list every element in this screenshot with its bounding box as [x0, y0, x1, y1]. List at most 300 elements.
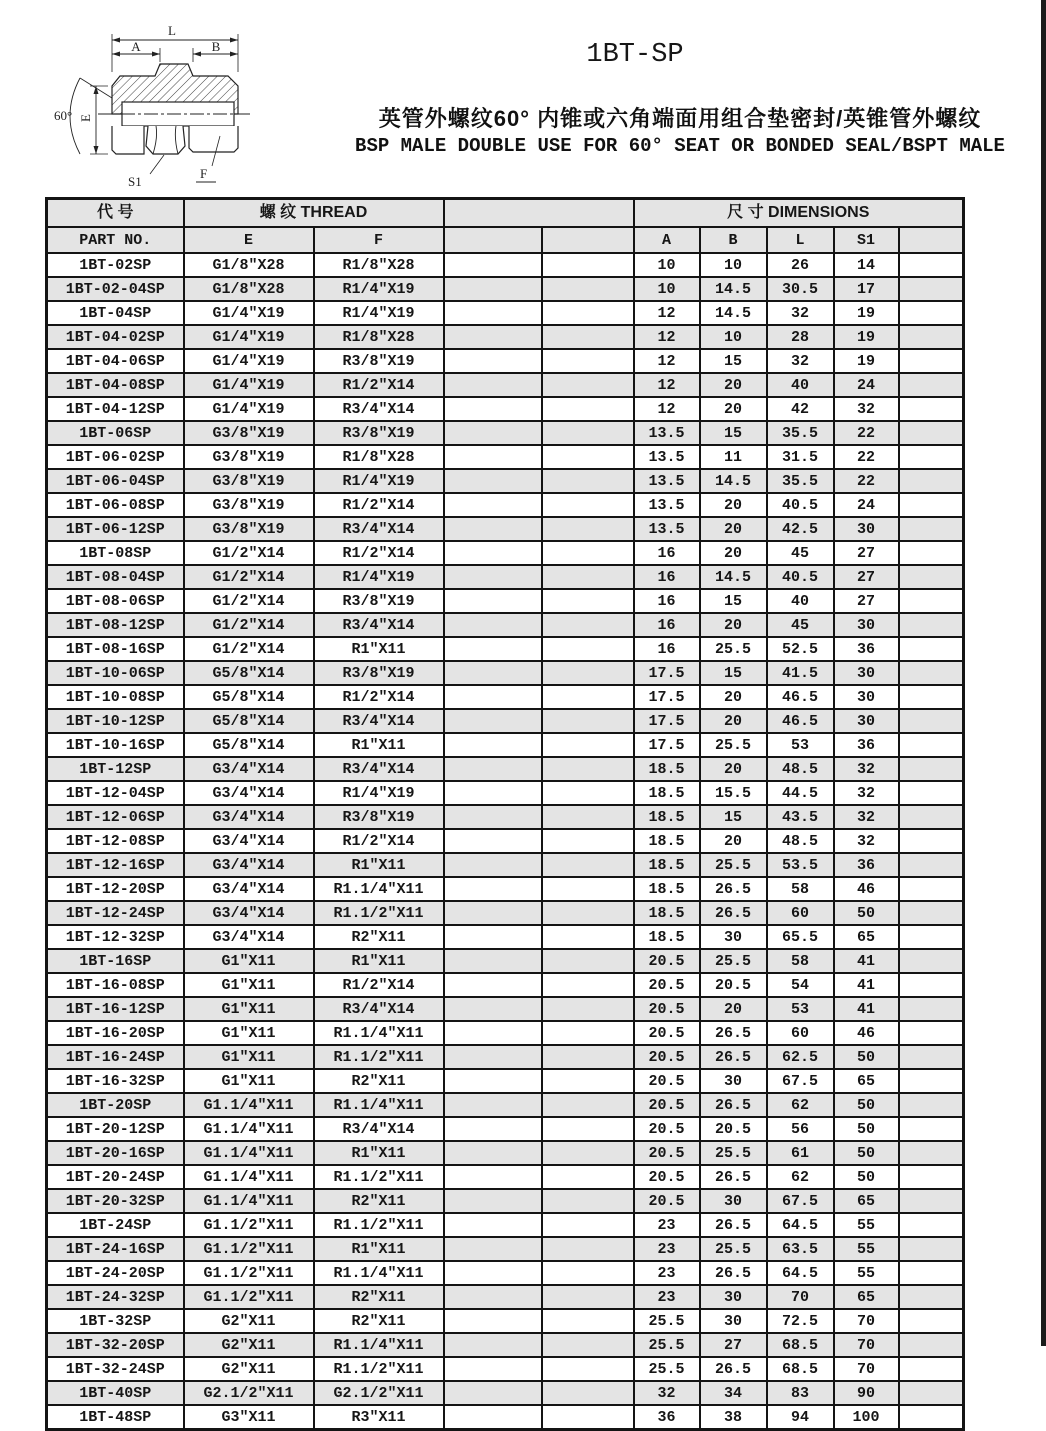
cell-dim-l: 35.5 — [767, 469, 834, 493]
cell-thread-e: G3″X11 — [184, 1405, 314, 1430]
cell-thread-f: R1.1/4″X11 — [314, 877, 444, 901]
cell-blank — [542, 901, 634, 925]
cell-thread-f: G2.1/2″X11 — [314, 1381, 444, 1405]
cell-dim-l: 60 — [767, 1021, 834, 1045]
cell-blank — [542, 997, 634, 1021]
cell-blank — [899, 253, 964, 277]
cell-part-no: 1BT-12-06SP — [47, 805, 184, 829]
table-row — [47, 1093, 964, 1117]
cell-thread-e: G1.1/2″X11 — [184, 1237, 314, 1261]
cell-dim-a: 17.5 — [634, 733, 700, 757]
cell-dim-b: 14.5 — [700, 469, 767, 493]
cell-blank — [542, 565, 634, 589]
cell-blank — [542, 373, 634, 397]
group-header-part: 代 号 — [47, 199, 184, 228]
cell-thread-e: G1/4″X19 — [184, 349, 314, 373]
table-row — [47, 445, 964, 469]
cell-blank — [444, 829, 542, 853]
cell-dim-a: 12 — [634, 397, 700, 421]
cell-blank — [899, 1117, 964, 1141]
cell-dim-b: 14.5 — [700, 301, 767, 325]
cell-dim-a: 23 — [634, 1237, 700, 1261]
cell-blank — [899, 1045, 964, 1069]
cell-dim-a: 23 — [634, 1285, 700, 1309]
cell-dim-s1: 50 — [834, 1141, 899, 1165]
cell-thread-f: R1″X11 — [314, 1237, 444, 1261]
cell-blank — [899, 925, 964, 949]
cell-dim-b: 10 — [700, 253, 767, 277]
cell-dim-b: 11 — [700, 445, 767, 469]
cell-thread-e: G3/4″X14 — [184, 829, 314, 853]
cell-blank — [444, 877, 542, 901]
cell-part-no: 1BT-16-32SP — [47, 1069, 184, 1093]
cell-blank — [899, 1237, 964, 1261]
cell-thread-e: G3/4″X14 — [184, 781, 314, 805]
cell-dim-a: 25.5 — [634, 1309, 700, 1333]
table-row — [47, 973, 964, 997]
cell-blank — [444, 973, 542, 997]
cell-thread-f: R1/8″X28 — [314, 445, 444, 469]
cell-dim-a: 20.5 — [634, 949, 700, 973]
table-row — [47, 421, 964, 445]
cell-dim-l: 64.5 — [767, 1213, 834, 1237]
cell-blank — [444, 1069, 542, 1093]
table-row — [47, 637, 964, 661]
cell-thread-f: R1.1/2″X11 — [314, 1213, 444, 1237]
cell-dim-b: 20 — [700, 493, 767, 517]
cell-blank — [542, 1021, 634, 1045]
cell-part-no: 1BT-16-12SP — [47, 997, 184, 1021]
cell-part-no: 1BT-04SP — [47, 301, 184, 325]
cell-blank — [899, 541, 964, 565]
cell-dim-s1: 36 — [834, 853, 899, 877]
table-row — [47, 949, 964, 973]
cell-dim-a: 20.5 — [634, 1045, 700, 1069]
cell-blank — [899, 565, 964, 589]
col-header-blank — [899, 227, 964, 253]
cell-thread-f: R1″X11 — [314, 637, 444, 661]
cell-part-no: 1BT-12-04SP — [47, 781, 184, 805]
cell-thread-e: G1″X11 — [184, 1069, 314, 1093]
cell-thread-e: G1.1/4″X11 — [184, 1165, 314, 1189]
cell-thread-e: G1.1/4″X11 — [184, 1093, 314, 1117]
cell-part-no: 1BT-12-24SP — [47, 901, 184, 925]
cell-dim-s1: 36 — [834, 637, 899, 661]
cell-dim-s1: 50 — [834, 1117, 899, 1141]
cell-part-no: 1BT-32SP — [47, 1309, 184, 1333]
cell-thread-e: G3/4″X14 — [184, 805, 314, 829]
cell-dim-l: 68.5 — [767, 1333, 834, 1357]
cell-dim-a: 13.5 — [634, 469, 700, 493]
cell-dim-l: 46.5 — [767, 685, 834, 709]
cell-dim-b: 14.5 — [700, 565, 767, 589]
cell-part-no: 1BT-08-16SP — [47, 637, 184, 661]
table-row — [47, 1381, 964, 1405]
cell-thread-f: R3/4″X14 — [314, 517, 444, 541]
cell-blank — [899, 1141, 964, 1165]
fitting-left-thread — [112, 126, 144, 154]
cell-dim-b: 30 — [700, 1069, 767, 1093]
cell-dim-s1: 50 — [834, 1045, 899, 1069]
cell-blank — [899, 805, 964, 829]
cell-blank — [444, 1357, 542, 1381]
cell-dim-a: 17.5 — [634, 685, 700, 709]
cell-blank — [542, 301, 634, 325]
cell-blank — [542, 253, 634, 277]
cell-blank — [444, 421, 542, 445]
table-row — [47, 1237, 964, 1261]
cell-thread-f: R2″X11 — [314, 1069, 444, 1093]
cell-dim-l: 53 — [767, 733, 834, 757]
table-row — [47, 1261, 964, 1285]
cell-dim-s1: 32 — [834, 781, 899, 805]
cell-blank — [899, 709, 964, 733]
cell-dim-b: 14.5 — [700, 277, 767, 301]
cell-blank — [444, 733, 542, 757]
cell-part-no: 1BT-24SP — [47, 1213, 184, 1237]
cell-dim-l: 45 — [767, 541, 834, 565]
cell-dim-b: 25.5 — [700, 1237, 767, 1261]
cell-blank — [444, 1213, 542, 1237]
cell-part-no: 1BT-08-06SP — [47, 589, 184, 613]
table-row — [47, 1357, 964, 1381]
col-header-b: B — [700, 227, 767, 253]
cell-blank — [899, 1405, 964, 1430]
cell-thread-e: G1/8″X28 — [184, 253, 314, 277]
cell-dim-s1: 22 — [834, 445, 899, 469]
cell-dim-l: 40.5 — [767, 565, 834, 589]
cell-part-no: 1BT-02SP — [47, 253, 184, 277]
cell-thread-f: R1/4″X19 — [314, 565, 444, 589]
cell-dim-l: 42.5 — [767, 517, 834, 541]
cell-blank — [444, 493, 542, 517]
cell-blank — [444, 805, 542, 829]
cell-thread-e: G2.1/2″X11 — [184, 1381, 314, 1405]
cell-dim-s1: 41 — [834, 997, 899, 1021]
cell-dim-s1: 32 — [834, 805, 899, 829]
cell-dim-s1: 50 — [834, 1093, 899, 1117]
cell-blank — [444, 685, 542, 709]
cell-dim-a: 18.5 — [634, 781, 700, 805]
cell-dim-a: 36 — [634, 1405, 700, 1430]
cell-thread-e: G5/8″X14 — [184, 733, 314, 757]
cell-thread-f: R1/8″X28 — [314, 253, 444, 277]
cell-blank — [444, 997, 542, 1021]
table-row — [47, 565, 964, 589]
cell-dim-a: 18.5 — [634, 877, 700, 901]
cell-blank — [899, 757, 964, 781]
cell-dim-l: 44.5 — [767, 781, 834, 805]
cell-blank — [542, 541, 634, 565]
cell-blank — [542, 757, 634, 781]
cell-dim-s1: 22 — [834, 469, 899, 493]
cell-dim-l: 52.5 — [767, 637, 834, 661]
cell-blank — [899, 421, 964, 445]
cell-thread-f: R1.1/2″X11 — [314, 1165, 444, 1189]
cell-dim-a: 25.5 — [634, 1357, 700, 1381]
table-row — [47, 829, 964, 853]
cell-dim-b: 25.5 — [700, 1141, 767, 1165]
table-row — [47, 781, 964, 805]
cell-dim-l: 68.5 — [767, 1357, 834, 1381]
cell-dim-s1: 50 — [834, 1165, 899, 1189]
cell-thread-e: G1/4″X19 — [184, 325, 314, 349]
cell-thread-e: G3/8″X19 — [184, 469, 314, 493]
cell-thread-f: R1/2″X14 — [314, 373, 444, 397]
table-row — [47, 253, 964, 277]
cell-part-no: 1BT-48SP — [47, 1405, 184, 1430]
cell-thread-e: G1/2″X14 — [184, 613, 314, 637]
cell-dim-b: 25.5 — [700, 637, 767, 661]
cell-dim-b: 20.5 — [700, 1117, 767, 1141]
cell-thread-f: R2″X11 — [314, 1285, 444, 1309]
cell-dim-s1: 27 — [834, 589, 899, 613]
cell-dim-l: 45 — [767, 613, 834, 637]
cell-dim-l: 62 — [767, 1165, 834, 1189]
cell-thread-f: R1/2″X14 — [314, 829, 444, 853]
dim-label-f: F — [200, 166, 208, 181]
cell-thread-f: R1.1/4″X11 — [314, 1093, 444, 1117]
table-row — [47, 1045, 964, 1069]
cell-dim-b: 20 — [700, 517, 767, 541]
cell-dim-a: 12 — [634, 349, 700, 373]
cell-blank — [542, 1189, 634, 1213]
cell-dim-l: 46.5 — [767, 709, 834, 733]
cell-dim-l: 42 — [767, 397, 834, 421]
subtitle-chinese: 英管外螺纹60° 内锥或六角端面用组合垫密封/英锥管外螺纹 — [378, 106, 982, 131]
cell-dim-b: 15 — [700, 805, 767, 829]
cell-blank — [542, 1213, 634, 1237]
cell-dim-l: 28 — [767, 325, 834, 349]
cell-dim-s1: 17 — [834, 277, 899, 301]
cell-thread-e: G1.1/4″X11 — [184, 1189, 314, 1213]
cell-blank — [899, 853, 964, 877]
table-row — [47, 901, 964, 925]
cell-thread-f: R3/4″X14 — [314, 1117, 444, 1141]
cell-dim-a: 17.5 — [634, 709, 700, 733]
table-row — [47, 925, 964, 949]
table-group-header-row — [47, 199, 964, 228]
cell-dim-l: 32 — [767, 349, 834, 373]
cell-part-no: 1BT-32-24SP — [47, 1357, 184, 1381]
col-header-e: E — [184, 227, 314, 253]
cell-blank — [899, 1309, 964, 1333]
cell-blank — [444, 925, 542, 949]
cell-blank — [542, 853, 634, 877]
cell-blank — [444, 1141, 542, 1165]
cell-part-no: 1BT-06-02SP — [47, 445, 184, 469]
subtitle-english: BSP MALE DOUBLE USE FOR 60° SEAT OR BONDED SEAL/BSPT MALE — [355, 135, 1005, 157]
table-row — [47, 877, 964, 901]
cell-dim-b: 15 — [700, 589, 767, 613]
cell-blank — [444, 469, 542, 493]
cell-part-no: 1BT-20SP — [47, 1093, 184, 1117]
cell-dim-a: 18.5 — [634, 757, 700, 781]
cell-thread-e: G1.1/2″X11 — [184, 1213, 314, 1237]
cell-dim-a: 18.5 — [634, 829, 700, 853]
cell-dim-s1: 27 — [834, 565, 899, 589]
cell-blank — [542, 493, 634, 517]
dim-label-s1: S1 — [128, 174, 142, 189]
cell-dim-s1: 46 — [834, 1021, 899, 1045]
cell-thread-e: G3/4″X14 — [184, 877, 314, 901]
cell-thread-f: R1″X11 — [314, 949, 444, 973]
group-header-dimensions: 尺 寸 DIMENSIONS — [634, 199, 964, 228]
cell-part-no: 1BT-10-08SP — [47, 685, 184, 709]
cell-dim-l: 31.5 — [767, 445, 834, 469]
table-row — [47, 853, 964, 877]
cell-blank — [444, 1405, 542, 1430]
cell-part-no: 1BT-16SP — [47, 949, 184, 973]
cell-blank — [899, 1261, 964, 1285]
cell-blank — [444, 1381, 542, 1405]
cell-blank — [542, 613, 634, 637]
cell-blank — [899, 1069, 964, 1093]
cell-blank — [899, 1285, 964, 1309]
cell-blank — [899, 1381, 964, 1405]
cell-dim-s1: 65 — [834, 1285, 899, 1309]
cell-dim-s1: 14 — [834, 253, 899, 277]
table-row — [47, 1117, 964, 1141]
cell-part-no: 1BT-04-06SP — [47, 349, 184, 373]
cell-dim-a: 20.5 — [634, 1069, 700, 1093]
cell-blank — [542, 877, 634, 901]
cell-dim-a: 20.5 — [634, 1093, 700, 1117]
cell-blank — [542, 949, 634, 973]
cell-thread-e: G1.1/2″X11 — [184, 1285, 314, 1309]
cell-blank — [899, 517, 964, 541]
col-header-a: A — [634, 227, 700, 253]
cell-blank — [542, 661, 634, 685]
cell-dim-l: 62 — [767, 1093, 834, 1117]
cell-dim-l: 54 — [767, 973, 834, 997]
cell-thread-f: R3/4″X14 — [314, 397, 444, 421]
cell-thread-e: G1″X11 — [184, 1045, 314, 1069]
cell-dim-l: 40 — [767, 589, 834, 613]
table-row — [47, 589, 964, 613]
table-row — [47, 1333, 964, 1357]
col-header-blank — [542, 227, 634, 253]
table-row — [47, 709, 964, 733]
cell-blank — [542, 397, 634, 421]
cell-thread-f: R1/4″X19 — [314, 301, 444, 325]
cell-dim-l: 58 — [767, 877, 834, 901]
cell-blank — [444, 445, 542, 469]
cell-thread-e: G1/2″X14 — [184, 637, 314, 661]
cell-dim-a: 18.5 — [634, 901, 700, 925]
cell-blank — [899, 637, 964, 661]
dim-label-a: A — [131, 39, 141, 54]
cell-dim-l: 48.5 — [767, 757, 834, 781]
cell-blank — [899, 1357, 964, 1381]
cell-thread-f: R1/2″X14 — [314, 541, 444, 565]
cell-blank — [899, 1213, 964, 1237]
cell-dim-a: 32 — [634, 1381, 700, 1405]
cell-blank — [444, 589, 542, 613]
cell-thread-f: R1.1/2″X11 — [314, 1357, 444, 1381]
cell-part-no: 1BT-04-08SP — [47, 373, 184, 397]
cell-blank — [899, 685, 964, 709]
table-row — [47, 1141, 964, 1165]
cell-dim-s1: 24 — [834, 373, 899, 397]
cell-dim-a: 25.5 — [634, 1333, 700, 1357]
cell-dim-a: 13.5 — [634, 517, 700, 541]
cell-dim-b: 26.5 — [700, 1357, 767, 1381]
cell-dim-a: 16 — [634, 541, 700, 565]
table-row — [47, 733, 964, 757]
cell-part-no: 1BT-10-06SP — [47, 661, 184, 685]
cell-blank — [444, 853, 542, 877]
cell-dim-l: 35.5 — [767, 421, 834, 445]
cell-dim-b: 26.5 — [700, 1093, 767, 1117]
cell-blank — [899, 589, 964, 613]
cell-blank — [542, 829, 634, 853]
cell-blank — [444, 757, 542, 781]
cell-thread-f: R1/2″X14 — [314, 973, 444, 997]
table-row — [47, 1069, 964, 1093]
cell-dim-b: 20 — [700, 373, 767, 397]
cell-blank — [899, 349, 964, 373]
cell-thread-f: R2″X11 — [314, 1309, 444, 1333]
cell-thread-f: R1.1/4″X11 — [314, 1261, 444, 1285]
cell-blank — [444, 253, 542, 277]
cell-blank — [899, 277, 964, 301]
cell-dim-a: 12 — [634, 373, 700, 397]
table-row — [47, 613, 964, 637]
cell-dim-a: 13.5 — [634, 445, 700, 469]
table-row — [47, 541, 964, 565]
cell-dim-l: 70 — [767, 1285, 834, 1309]
cell-part-no: 1BT-02-04SP — [47, 277, 184, 301]
cell-blank — [899, 997, 964, 1021]
table-row — [47, 469, 964, 493]
cell-thread-e: G1/8″X28 — [184, 277, 314, 301]
cell-dim-b: 15 — [700, 421, 767, 445]
cell-thread-f: R2″X11 — [314, 925, 444, 949]
table-row — [47, 805, 964, 829]
table-row — [47, 997, 964, 1021]
cell-blank — [542, 973, 634, 997]
cell-thread-f: R3/4″X14 — [314, 613, 444, 637]
cell-blank — [444, 661, 542, 685]
cell-dim-l: 53 — [767, 997, 834, 1021]
cell-blank — [444, 325, 542, 349]
cell-thread-e: G2″X11 — [184, 1309, 314, 1333]
table-row — [47, 517, 964, 541]
cell-blank — [542, 589, 634, 613]
table-row — [47, 1165, 964, 1189]
cell-dim-s1: 32 — [834, 829, 899, 853]
dim-label-b: B — [211, 39, 221, 54]
cell-dim-b: 20 — [700, 613, 767, 637]
cell-thread-e: G2″X11 — [184, 1333, 314, 1357]
cell-dim-s1: 19 — [834, 349, 899, 373]
cell-part-no: 1BT-06-12SP — [47, 517, 184, 541]
cell-dim-s1: 41 — [834, 973, 899, 997]
page-title: 1BT-SP — [586, 40, 684, 70]
cell-dim-b: 34 — [700, 1381, 767, 1405]
cell-thread-e: G1.1/4″X11 — [184, 1117, 314, 1141]
cell-thread-f: R1/2″X14 — [314, 493, 444, 517]
cell-part-no: 1BT-12-16SP — [47, 853, 184, 877]
cell-part-no: 1BT-10-12SP — [47, 709, 184, 733]
cell-blank — [899, 1189, 964, 1213]
table-row — [47, 325, 964, 349]
cell-dim-b: 26.5 — [700, 1261, 767, 1285]
cell-part-no: 1BT-06-08SP — [47, 493, 184, 517]
cell-blank — [542, 445, 634, 469]
cell-blank — [542, 1285, 634, 1309]
